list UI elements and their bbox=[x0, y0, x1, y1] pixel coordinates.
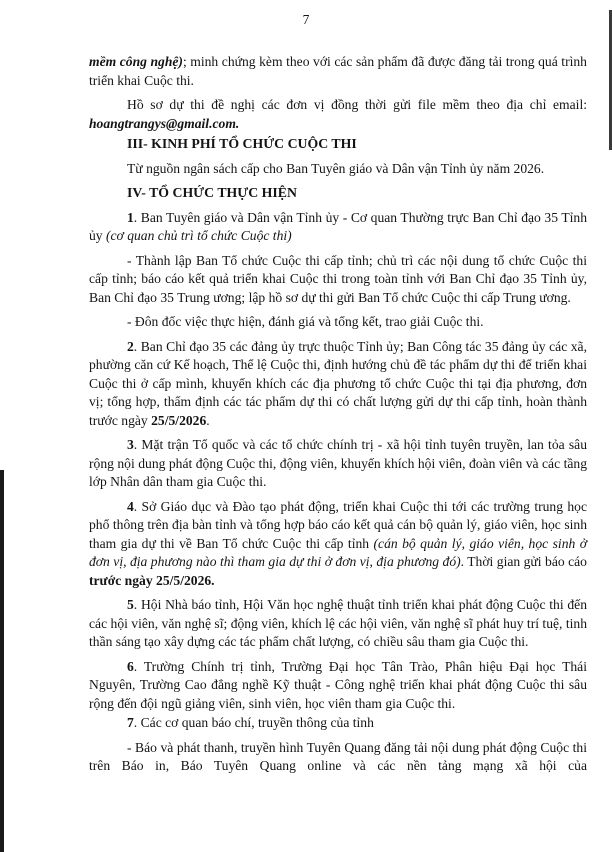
text: . Ban Tuyên giáo và Dân vận Tỉnh ủy - Cơ quan Thường trực Ban Chỉ đạo 35 Tỉnh ủy bbox=[89, 209, 587, 243]
document-body bbox=[89, 53, 587, 782]
text: . Các cơ quan báo chí, truyền thông của tỉnh bbox=[133, 715, 374, 730]
section-heading-iii: III- KINH PHÍ TỔ CHỨC CUỘC THI bbox=[127, 136, 357, 151]
page-number: 7 bbox=[302, 12, 310, 27]
item-number: 4 bbox=[127, 498, 134, 514]
item-number: 7 bbox=[127, 715, 134, 730]
paragraph-email bbox=[89, 96, 587, 133]
text: Hồ sơ dự thi đề nghị các đơn vị đồng thời gửi file mềm theo địa chỉ email: bbox=[127, 97, 587, 112]
list-item-6 bbox=[89, 658, 587, 714]
paragraph-evidence bbox=[89, 53, 587, 90]
paragraph-budget: Từ nguồn ngân sách cấp cho Ban Tuyên giáo và Dân vận Tỉnh ủy năm 2026. bbox=[127, 160, 545, 176]
item-number: 5 bbox=[127, 597, 134, 612]
list-item-3 bbox=[89, 436, 587, 492]
list-item-5 bbox=[89, 596, 587, 652]
italic-text: (cơ quan chủ trì tổ chức Cuộc thi) bbox=[106, 228, 292, 243]
list-item-1-sub-b: - Đôn đốc việc thực hiện, đánh giá và tổng kết, trao giải Cuộc thi. bbox=[127, 314, 484, 329]
item-number: 2 bbox=[127, 338, 134, 354]
list-item-1 bbox=[89, 209, 587, 246]
item-number: 3 bbox=[127, 437, 134, 452]
item-number: 1 bbox=[127, 209, 134, 225]
scan-edge-left bbox=[0, 470, 4, 852]
list-item-1-sub-a: - Thành lập Ban Tổ chức Cuộc thi cấp tỉnh; chủ trì các nội dung tổ chức Cuộc thi cấp tỉnh; báo cáo kết quả triển khai Cuộc thi trong toàn tỉnh với Ban Chỉ đạo 35 Tỉnh ủy, Ban Chỉ đạo 35 Trung ương; lập hồ sơ dự thi gửi Ban Tổ chức Cuộc thi cấp Trung ương. bbox=[89, 252, 587, 305]
text: . Mặt trận Tổ quốc và các tổ chức chính trị - xã hội tỉnh tuyên truyền, lan tỏa sâu rộng nội dung phát động Cuộc thi, động viên, khuyến khích hội viên, đoàn viên và các tầng lớp Nhân dân tham gia Cuộc thi. bbox=[89, 437, 587, 489]
list-item-7-sub-a: - Báo và phát thanh, truyền hình Tuyên Quang đăng tải nội dung phát động Cuộc thi trên Báo in, Báo Tuyên Quang online và các nền tảng mạng xã hội của bbox=[89, 739, 587, 773]
list-item-2 bbox=[89, 338, 587, 431]
list-item-7 bbox=[89, 714, 587, 733]
text: . bbox=[206, 412, 210, 428]
list-item-4 bbox=[89, 498, 587, 591]
text: . Ban Chỉ đạo 35 các đảng ủy trực thuộc Tỉnh ủy; Ban Công tác 35 đảng ủy các xã, phường căn cứ Kế hoạch, Thể lệ Cuộc thi, định hướng chủ đề tác phẩm dự thi để triển khai Cuộc thi ở cấp mình, khuyến khích các địa phương tổ chức Cuộc thi tại địa phương, đơn vị; tổng hợp, thẩm định các tác phẩm dự thi có chất lượng gửi dự thi cấp tỉnh, hoàn thành trước ngày bbox=[89, 338, 587, 428]
section-heading-iv: IV- TỔ CHỨC THỰC HIỆN bbox=[127, 185, 297, 200]
text: . Trường Chính trị tỉnh, Trường Đại học Tân Trào, Phân hiệu Đại học Thái Nguyên, Trường Cao đẳng nghề Kỹ thuật - Công nghệ triển khai phát động Cuộc thi sâu rộng đến đội ngũ giảng viên, sinh viên, học viên tham gia Cuộc thi. bbox=[89, 658, 587, 711]
email-address: hoangtrangys@gmail.com. bbox=[89, 115, 240, 131]
deadline-date: trước ngày 25/5/2026. bbox=[89, 572, 215, 588]
text: . Hội Nhà báo tỉnh, Hội Văn học nghệ thuật tỉnh triển khai phát động Cuộc thi đến các hội viên, văn nghệ sĩ; động viên, khích lệ các hội viên, văn nghệ sĩ phát huy trí tuệ, tinh thần sáng tạo xây dựng các tác phẩm chất lượng, có chiều sâu tham gia Cuộc thi. bbox=[89, 597, 587, 649]
bold-italic-text: mềm công nghệ) bbox=[89, 54, 183, 69]
item-number: 6 bbox=[127, 658, 134, 674]
text: . Sở Giáo dục và Đào tạo phát động, triển khai Cuộc thi tới các trường trung học phổ thông trên địa bàn tỉnh và tổng hợp báo cáo kết quả cán bộ quản lý, giáo viên, học sinh tham gia dự thi về Ban Tổ chức Cuộc thi cấp tỉnh bbox=[89, 498, 587, 551]
deadline-date: 25/5/2026 bbox=[151, 412, 207, 428]
text: ; minh chứng kèm theo với các sản phẩm đã được đăng tải trong quá trình triển khai Cuộc thi. bbox=[89, 54, 587, 88]
text: . Thời gian gửi báo cáo bbox=[460, 554, 587, 569]
italic-text: (cán bộ quản lý, giáo viên, học sinh ở đơn vị, địa phương nào thì tham gia dự thi ở đơn vị, địa phương đó) bbox=[89, 535, 587, 569]
